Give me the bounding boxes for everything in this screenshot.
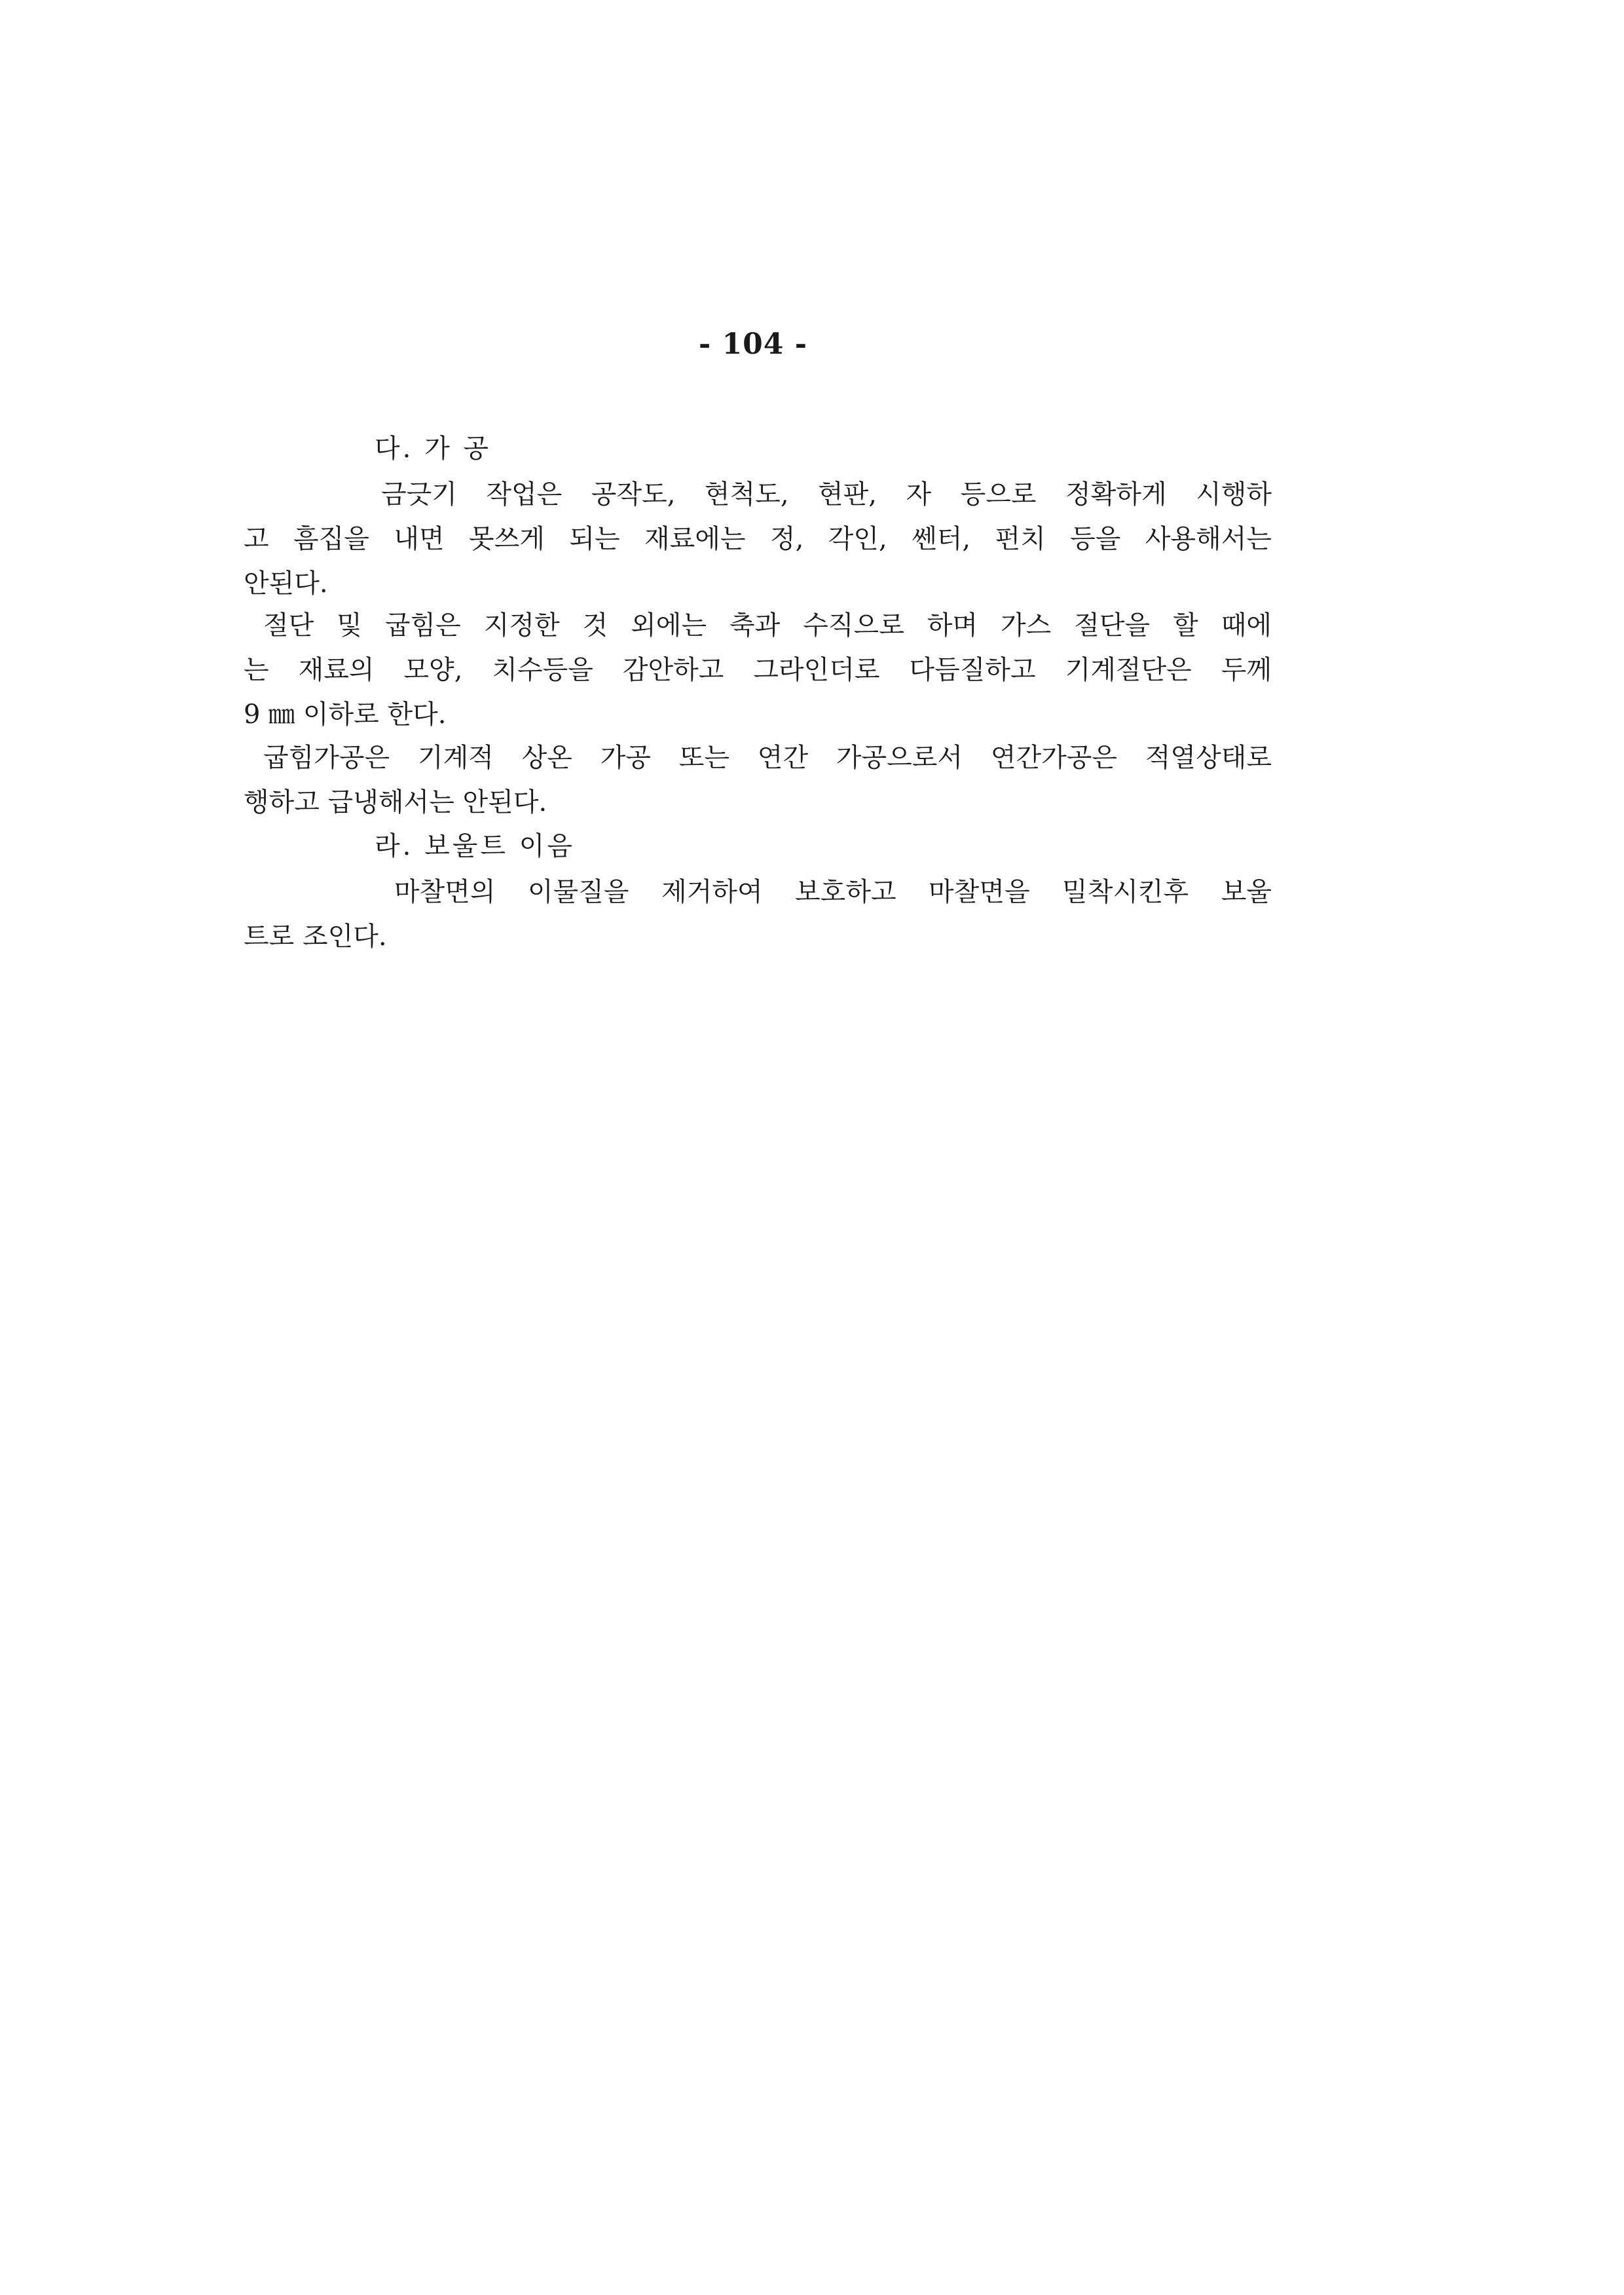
section-heading: 라. 보울트 이음 [375,831,575,861]
paragraph-line: 9 ㎜ 이하로 한다. [244,700,447,730]
paragraph-line: 트로 조인다. [244,922,387,952]
paragraph-line: 금긋기 작업은 공작도, 현척도, 현판, 자 등으로 정확하게 시행하 [381,479,1272,510]
paragraph-line: 고 흠집을 내면 못쓰게 되는 재료에는 정, 각인, 쎈터, 펀치 등을 사용해서는 [244,524,1272,554]
paragraph-line: 굽힘가공은 기계적 상온 가공 또는 연간 가공으로서 연간가공은 적열상태로 [263,743,1272,773]
paragraph-line: 행하고 급냉해서는 안된다. [244,787,547,817]
paragraph-line: 마찰면의 이물질을 제거하여 보호하고 마찰면을 밀착시킨후 보울 [394,877,1272,907]
section-heading: 다. 가 공 [375,434,492,464]
paragraph-line: 는 재료의 모양, 치수등을 감안하고 그라인더로 다듬질하고 기계절단은 두께 [244,655,1272,685]
paragraph-line: 안된다. [244,569,328,599]
paragraph-cutting [244,606,1272,737]
page-number: - 104 - [698,327,807,361]
section-bolt-joint [244,827,1272,971]
paragraph-bending [244,738,1272,830]
paragraph-line: 절단 및 굽힘은 지정한 것 외에는 축과 수직으로 하며 가스 절단을 할 때에 [263,610,1272,641]
section-ga-gong [244,429,1272,625]
